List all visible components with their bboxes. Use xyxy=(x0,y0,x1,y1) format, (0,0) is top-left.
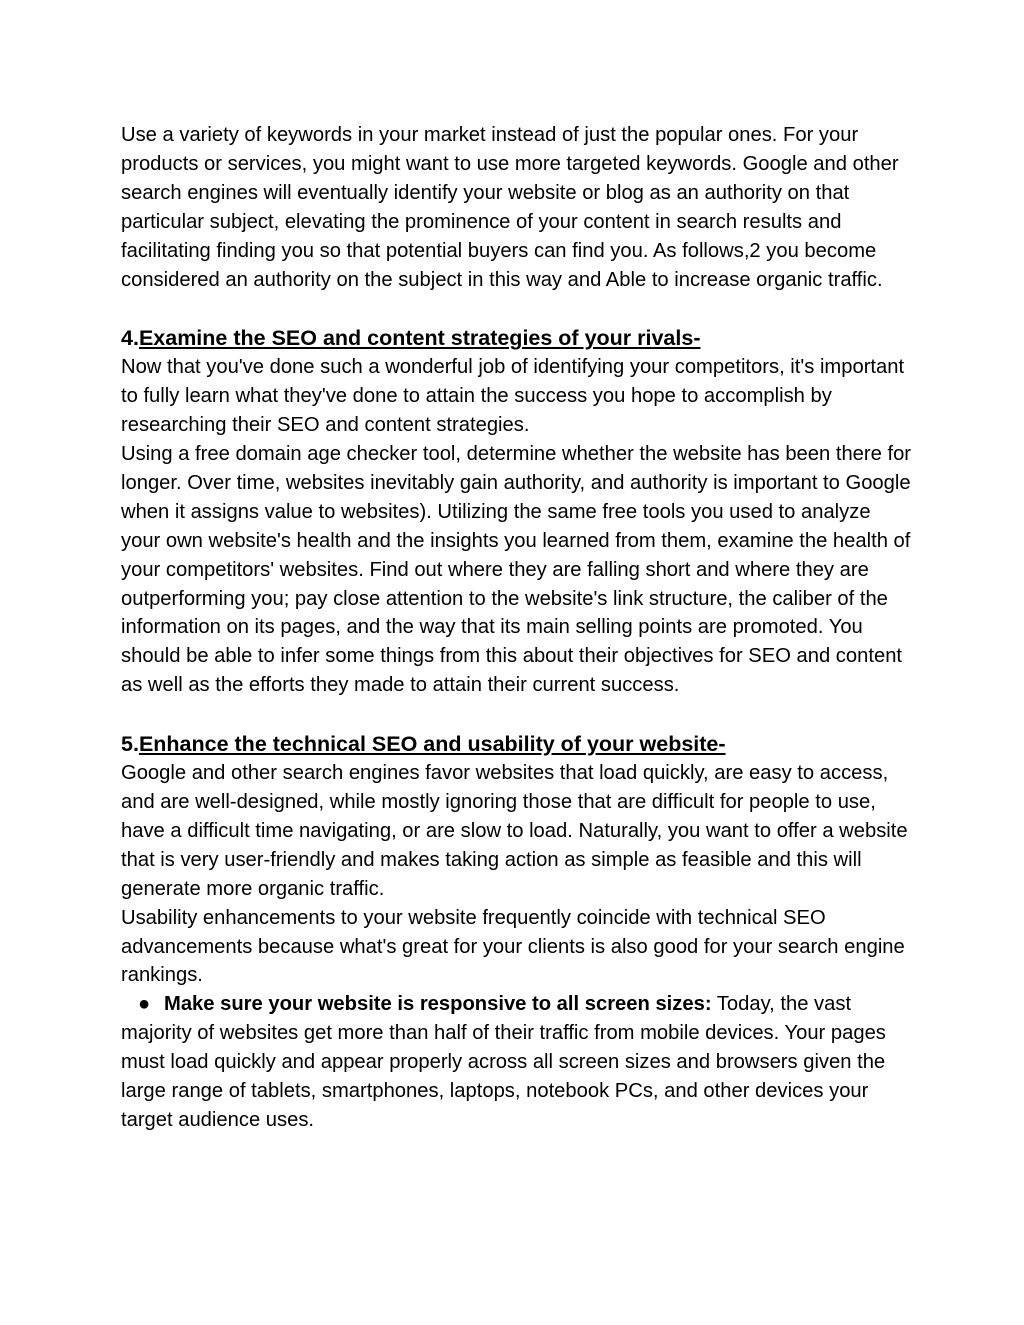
section-4-paragraph-2: Using a free domain age checker tool, determine whether the website has been there for longer. Over time, websites inevitably gain authority, and authority is important to Google when it assigns value to websites). Utilizing the same free tools you used to analyze your own website's health and the insights you learned from them, examine the health of your competitors' websites. Find out where they are falling short and where they are outperforming you; pay close attention to the website's link structure, the caliber of the information on its pages, and the way that its main selling points are promoted. You should be able to infer some things from this about their objectives for SEO and content as well as the efforts they made to attain their current success. xyxy=(121,443,912,697)
spacer xyxy=(121,294,911,323)
section-4-paragraph-1: Now that you've done such a wonderful job of identifying your competitors, it's important to fully learn what they've done to attain the success you hope to accomplish by researching their SEO and content strategies. xyxy=(121,356,905,437)
bullet-text: Today, the vast majority of websites get more than half of their traffic from mobile devices. Your pages must load quickly and appear properly across all screen sizes and browsers given the large range of tablets, smartphones, laptops, notebook PCs, and other devices your target audience uses. xyxy=(121,993,886,1131)
section-5-paragraph-2: Usability enhancements to your website frequently coincide with technical SEO advancements because what's great for your clients is also good for your search engine rankings. xyxy=(121,906,905,987)
bullet-marker: ● xyxy=(138,993,151,1016)
section-5-paragraph-1: Google and other search engines favor websites that load quickly, are easy to access, and are well-designed, while mostly ignoring those that are difficult for people to use, have a difficult time navigating, or are slow to load. Naturally, you want to offer a website that is very user-friendly and makes taking action as simple as feasible and this will generate more organic traffic. xyxy=(121,762,908,900)
section-4-number: 4. xyxy=(121,326,139,351)
section-4-heading xyxy=(121,323,911,353)
section-5-title: Enhance the technical SEO and usability of your website- xyxy=(138,732,726,757)
bullet-item xyxy=(121,990,911,1135)
section-4-title: Examine the SEO and content strategies of your rivals- xyxy=(138,326,701,351)
document-page xyxy=(121,121,911,1135)
spacer xyxy=(121,700,911,729)
section-5-number: 5. xyxy=(121,732,139,757)
section-5-heading xyxy=(121,729,911,759)
intro-paragraph: Use a variety of keywords in your market instead of just the popular ones. For your products or services, you might want to use more targeted keywords. Google and other search engines will eventually identify your website or blog as an authority on that particular subject, elevating the prominence of your content in search results and facilitating finding you so that potential buyers can find you. As follows,2 you become considered an authority on the subject in this way and Able to increase organic traffic. xyxy=(121,124,899,291)
bullet-lead: Make sure your website is responsive to all screen sizes: xyxy=(164,993,712,1016)
